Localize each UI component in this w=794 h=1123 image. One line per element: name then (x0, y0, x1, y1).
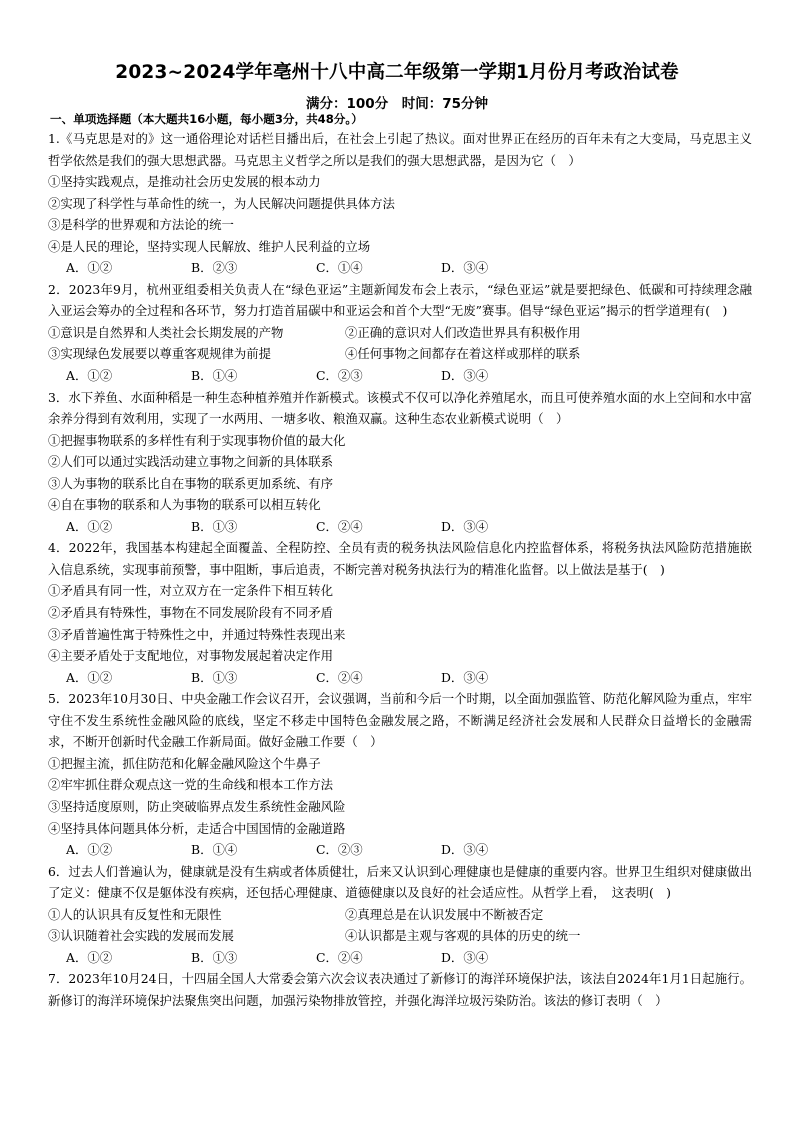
statement-option: ①把握事物联系的多样性有利于实现事物价值的最大化 (48, 432, 346, 448)
choice-c[interactable]: C．②③ (316, 842, 363, 858)
question-3 (48, 387, 752, 538)
choice-a[interactable]: A．①② (66, 518, 113, 534)
statement-option: ①把握主流，抓住防范和化解金融风险这个牛鼻子 (48, 755, 321, 771)
choice-b[interactable]: B．①③ (191, 669, 238, 685)
choice-d[interactable]: D．③④ (441, 669, 489, 685)
statement-option: ④是人民的理论，坚持实现人民解放、维护人民利益的立场 (48, 238, 371, 254)
exam-score-time: 满分：100分 时间：75分钟 (306, 96, 488, 112)
choice-d[interactable]: D．③④ (441, 842, 489, 858)
statement-option: ②牢牢抓住群众观点这一党的生命线和根本工作方法 (48, 777, 333, 793)
answer-choices (48, 516, 752, 538)
exam-title: 2023~2024学年亳州十八中高二年级第一学期1月份月考政治试卷 (115, 62, 679, 83)
question-6 (48, 861, 752, 969)
question-2 (48, 279, 752, 387)
choice-c[interactable]: C．①④ (316, 260, 363, 276)
choice-d[interactable]: D．③④ (441, 260, 489, 276)
question-stem: 5．2023年10月30日、中央金融工作会议召开，会议强调，当前和今后一个时期，以全面加强监管、防范化解风险为重点，牢牢守住不发生系统性金融风险的底线，坚定不移走中国特色金融发展之路，不断满足经济社会发展和人民群众日益增长的金融需求，不断开创新时代金融工作新局面。做好金融工作要（ ） (48, 691, 752, 750)
choice-d[interactable]: D．③④ (441, 949, 489, 965)
choice-c[interactable]: C．②④ (316, 518, 363, 534)
statement-option: ②正确的意识对人们改造世界具有积极作用 (345, 324, 581, 340)
statement-option: ④自在事物的联系和人为事物的联系可以相互转化 (48, 497, 321, 513)
question-stem: 4．2022年，我国基本构建起全面覆盖、全程防控、全员有责的税务执法风险信息化内控监督体系，将税务执法风险防范措施嵌入信息系统，实现事前预警，事中阻断，事后追责，不断完善对税务执法行为的精准化监督。以上做法是基于( ) (48, 540, 752, 577)
statement-row (48, 904, 752, 926)
choice-b[interactable]: B．①③ (191, 949, 238, 965)
statement-option: ③人为事物的联系比自在事物的联系更加系统、有序 (48, 475, 333, 491)
statement-option: ③认识随着社会实践的发展而发展 (48, 928, 234, 944)
statement-option: ①意识是自然界和人类社会长期发展的产物 (48, 324, 284, 340)
choice-c[interactable]: C．②③ (316, 368, 363, 384)
statement-option: ①坚持实践观点，是推动社会历史发展的根本动力 (48, 174, 321, 190)
choice-d[interactable]: D．③④ (441, 368, 489, 384)
statement-option: ④认识都是主观与客观的具体的历史的统一 (345, 928, 581, 944)
statement-option: ③实现绿色发展要以尊重客观规律为前提 (48, 346, 272, 362)
question-stem: 7．2023年10月24日，十四届全国人大常委会第六次会议表决通过了新修订的海洋环境保护法，该法自2024年1月1日起施行。新修订的海洋环境保护法聚焦突出问题，加强污染物排放管控，并强化海洋垃圾污染防治。该法的修订表明（ ） (48, 971, 752, 1008)
choice-d[interactable]: D．③④ (441, 518, 489, 534)
question-5 (48, 688, 752, 860)
choice-a[interactable]: A．①② (66, 260, 113, 276)
statement-option: ②实现了科学性与革命性的统一，为人民解决问题提供具体方法 (48, 195, 395, 211)
question-stem: 3．水下养鱼、水面种稻是一种生态种植养殖并作新模式。该模式不仅可以净化养殖尾水，而且可使养殖水面的水上空间和水中富余养分得到有效利用，实现了一水两用、一塘多收、粮渔双赢。这种生态农业新模式说明（ ） (48, 389, 752, 427)
statement-row (48, 343, 752, 365)
statement-option: ④坚持具体问题具体分析，走适合中国国情的金融道路 (48, 820, 346, 836)
section-heading: 一、单项选择题（本大题共16小题，每小题3分，共48分。） (50, 112, 363, 126)
statement-option: ③是科学的世界观和方法论的统一 (48, 217, 234, 233)
statement-option: ②人们可以通过实践活动建立事物之间新的具体联系 (48, 454, 333, 470)
choice-b[interactable]: B．①④ (191, 368, 238, 384)
choice-a[interactable]: A．①② (66, 368, 113, 384)
statement-option: ①人的认识具有反复性和无限性 (48, 906, 222, 922)
choice-b[interactable]: B．②③ (191, 260, 238, 276)
choice-c[interactable]: C．②④ (316, 669, 363, 685)
choice-c[interactable]: C．②④ (316, 949, 363, 965)
question-list (48, 128, 752, 1011)
statement-option: ④任何事物之间都存在着这样或那样的联系 (345, 346, 581, 362)
question-7 (48, 968, 752, 1011)
answer-choices (48, 257, 752, 279)
answer-choices (48, 947, 752, 969)
statement-option: ④主要矛盾处于支配地位，对事物发展起着决定作用 (48, 648, 333, 664)
choice-a[interactable]: A．①② (66, 949, 113, 965)
statement-option: ②真理总是在认识发展中不断被否定 (345, 906, 544, 922)
statement-option: ③坚持适度原则，防止突破临界点发生系统性金融风险 (48, 798, 346, 814)
statement-row (48, 925, 752, 947)
question-4 (48, 537, 752, 688)
question-1 (48, 128, 752, 279)
question-stem: 1.《马克思是对的》这一通俗理论对话栏目播出后，在社会上引起了热议。面对世界正在经历的百年未有之大变局，马克思主义哲学依然是我们的强大思想武器。马克思主义哲学之所以是我们的强大思想武器，是因为它（ ） (48, 131, 752, 168)
statement-option: ①矛盾具有同一性，对立双方在一定条件下相互转化 (48, 583, 333, 599)
question-stem: 2．2023年9月，杭州亚组委相关负责人在“绿色亚运”主题新闻发布会上表示，“绿色亚运”就是要把绿色、低碳和可持续理念融入亚运会筹办的全过程和各环节，努力打造首届碳中和亚运会和首个大型“无废”赛事。倡导“绿色亚运”揭示的哲学道理有( ) (48, 281, 752, 319)
answer-choices (48, 365, 752, 387)
question-stem: 6．过去人们普遍认为，健康就是没有生病或者体质健壮，后来又认识到心理健康也是健康的重要内容。世界卫生组织对健康做出了定义：健康不仅是躯体没有疾病，还包括心理健康、道德健康以及良好的社会适应性。从哲学上看， 这表明( ) (48, 863, 752, 901)
choice-a[interactable]: A．①② (66, 842, 113, 858)
answer-choices (48, 839, 752, 861)
answer-choices (48, 667, 752, 689)
statement-option: ③矛盾普遍性寓于特殊性之中，并通过特殊性表现出来 (48, 626, 346, 642)
statement-option: ②矛盾具有特殊性，事物在不同发展阶段有不同矛盾 (48, 605, 333, 621)
choice-b[interactable]: B．①③ (191, 518, 238, 534)
statement-row (48, 322, 752, 344)
choice-b[interactable]: B．①④ (191, 842, 238, 858)
choice-a[interactable]: A．①② (66, 669, 113, 685)
